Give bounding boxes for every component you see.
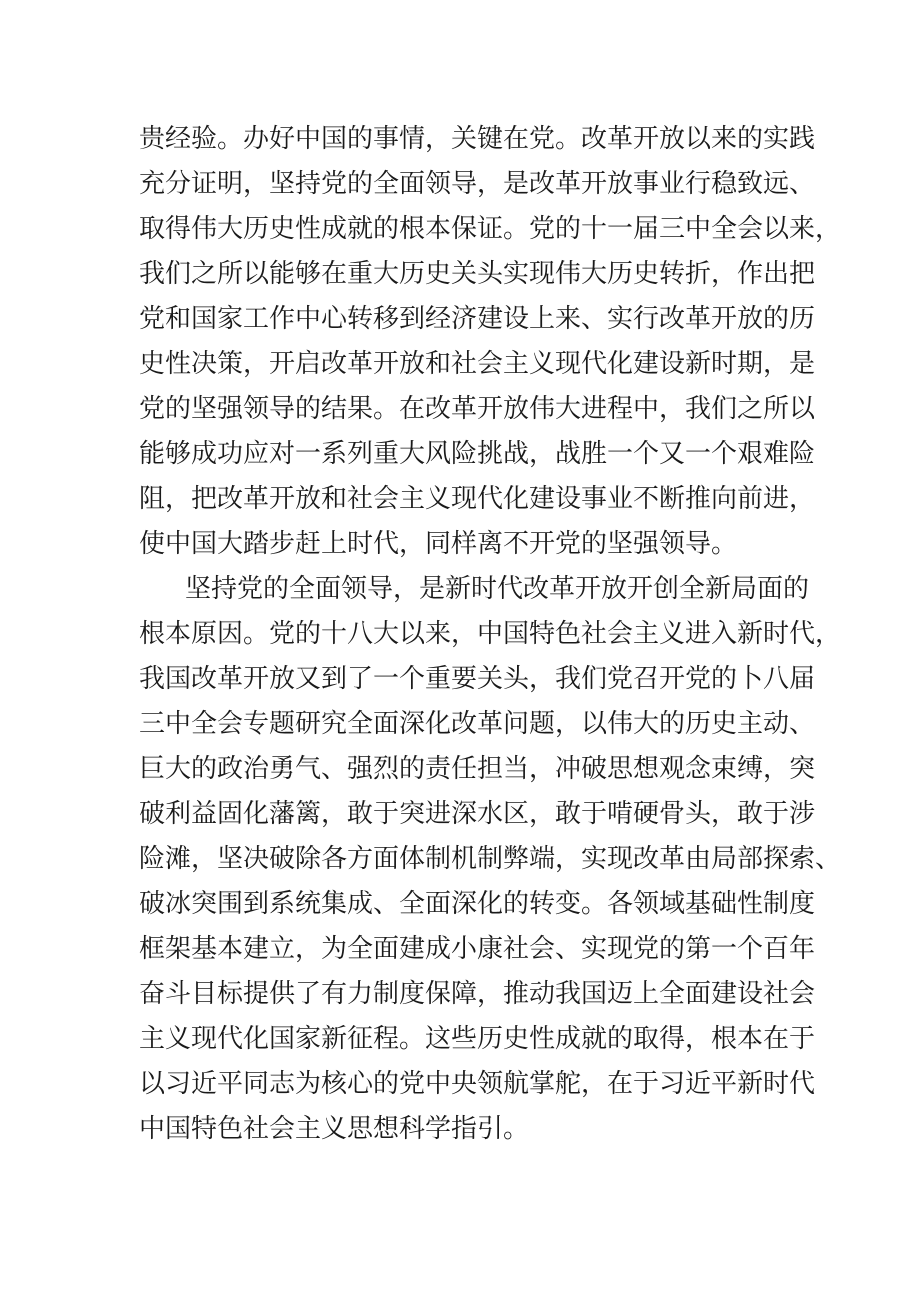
text-line: 史性决策，开启改革开放和社会主义现代化建设新时期，是	[139, 349, 816, 379]
text-line: 取得伟大历史性成就的根本保证。党的十一届三中全会以来，	[139, 214, 842, 244]
text-line: 党的坚强领导的结果。在改革开放伟大进程中，我们之所以	[139, 394, 816, 424]
text-line: 使中国大踏步赶上时代，同样离不开党的坚强领导。	[139, 529, 738, 559]
text-line: 充分证明，坚持党的全面领导，是改革开放事业行稳致远、	[139, 169, 816, 199]
text-line: 三中全会专题研究全面深化改革问题，以伟大的历史主动、	[139, 709, 816, 739]
paragraph-2	[139, 567, 842, 1152]
text-line-indented: 坚持党的全面领导，是新时代改革开放开创全新局面的	[185, 574, 810, 604]
text-line: 主义现代化国家新征程。这些历史性成就的取得，根本在于	[139, 1024, 816, 1054]
paragraph-1	[139, 117, 842, 567]
text-line: 险滩，坚决破除各方面体制机制弊端，实现改革由局部探索、	[139, 844, 842, 874]
text-line: 阻，把改革开放和社会主义现代化建设事业不断推向前进，	[139, 484, 816, 514]
text-line: 奋斗目标提供了有力制度保障，推动我国迈上全面建设社会	[139, 979, 816, 1009]
text-line: 我国改革开放又到了一个重要关头，我们党召开党的卜八届	[139, 664, 816, 694]
text-line: 破冰突围到系统集成、全面深化的转变。各领域基础性制度	[139, 889, 816, 919]
text-line: 框架基本建立，为全面建成小康社会、实现党的第一个百年	[139, 934, 816, 964]
text-line: 巨大的政治勇气、强烈的责任担当，冲破思想观念束缚，突	[139, 754, 816, 784]
text-line: 以习近平同志为核心的党中央领航掌舵，在于习近平新时代	[139, 1069, 816, 1099]
text-line: 破利益固化藩篱，敢于突进深水区，敢于啃硬骨头，敢于涉	[139, 799, 816, 829]
text-line: 根本原因。党的十八大以来，中国特色社会主义进入新时代，	[139, 619, 842, 649]
text-line: 我们之所以能够在重大历史关头实现伟大历史转折，作出把	[139, 259, 816, 289]
text-line: 党和国家工作中心转移到经济建设上来、实行改革开放的历	[139, 304, 816, 334]
document-body	[139, 117, 842, 1152]
text-line: 中国特色社会主义思想科学指引。	[139, 1114, 530, 1144]
text-line: 贵经验。办好中国的事情，关键在党。改革开放以来的实践	[139, 124, 816, 154]
text-line: 能够成功应对一系列重大风险挑战，战胜一个又一个艰难险	[139, 439, 816, 469]
